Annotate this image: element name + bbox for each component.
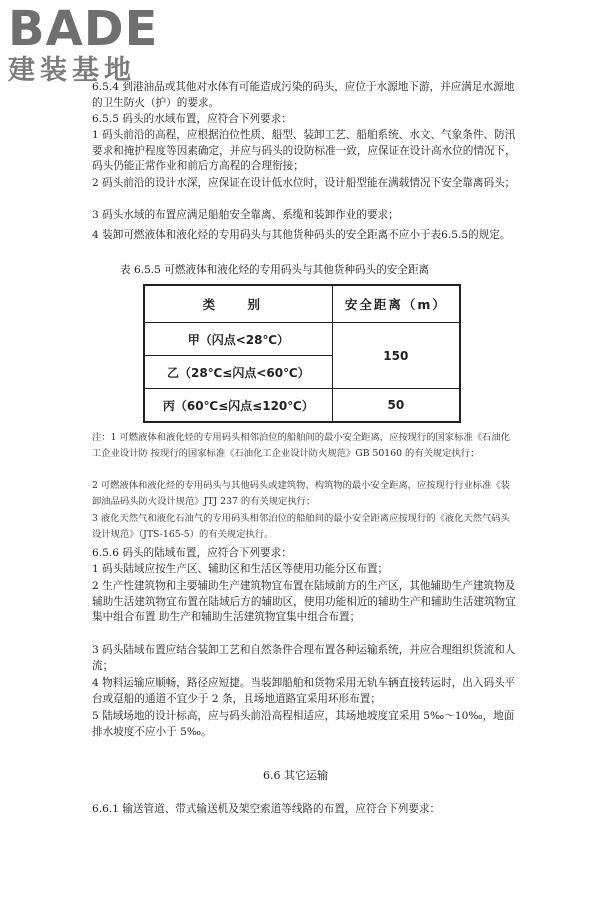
table-cell-category: 甲（闪点<28℃） (144, 323, 332, 356)
paragraph: 1 码头前沿的高程，应根据泊位性质、船型、装卸工艺、船舶系统、水文、气象条件、防汛要求和掩护程度等因素确定，并应与码头的设防标准一致，应保证在设计高水位的情况下，码头仍能正常作业和前后方高程的合理衔接； (92, 129, 516, 172)
logo (8, 1, 159, 86)
table-row (144, 389, 460, 423)
table-cell-category: 乙（28℃≤闪点<60℃） (144, 356, 332, 389)
paragraph: 4 物料运输应顺畅，路径应短捷。当装卸船舶和货物采用无轨车辆直接转运时，出入码头平台或趸船的通道不宜少于 2 条，且场地道路宜采用环形布置； (92, 677, 516, 705)
logo-subtitle: 建装基地 (8, 55, 136, 86)
table-row (144, 323, 460, 356)
paragraph: 6.6.1 输送管道、带式输送机及架空索道等线路的布置，应符合下列要求： (92, 803, 441, 815)
paragraph: 2 码头前沿的设计水深，应保证在设计低水位时，设计船型能在满载情况下安全靠离码头； (92, 177, 516, 189)
paragraph: 5 陆域场地的设计标高，应与码头前沿高程相适应，其场地坡度宜采用 5‰～10‰，地面排水坡度不应小于 5‰。 (92, 710, 515, 738)
paragraph: 3 码头陆域布置应结合装卸工艺和自然条件合理布置各种运输系统，并应合理组织货流和人流； (92, 644, 516, 672)
paragraph: 1 码头陆域应按生产区、辅助区和生活区等使用功能分区布置； (92, 563, 389, 575)
table-cell-distance: 150 (332, 323, 460, 389)
table-header-category: 类 别 (144, 285, 332, 323)
logo-brand: BADE (8, 1, 159, 57)
table-caption: 表 6.5.5 可燃液体和液化烃的专用码头与其他货种码头的安全距离 (120, 264, 430, 276)
section-heading: 6.5.6 码头的陆域布置，应符合下列要求： (92, 547, 292, 559)
section-heading: 6.5.5 码头的水域布置，应符合下列要求： (92, 113, 292, 125)
paragraph: 3 码头水域的布置应满足船舶安全靠离、系缆和装卸作业的要求； (92, 209, 399, 221)
paragraph: 6.5.4 到港油品或其他对水体有可能造成污染的码头，应位于水源地下游，并应满足水源地的卫生防火（护）的要求。 (92, 81, 515, 109)
section-title: 6.6 其它运输 (263, 769, 328, 782)
table-header-row (144, 285, 460, 323)
table-note: 3 液化天然气和液化石油气的专用码头相邻泊位的船舶间的最小安全距离应按现行的《液化天然气码头设计规范》（JTS-165-5）的有关规定执行。 (92, 513, 510, 540)
table-note: 2 可燃液体和液化烃的专用码头与其他码头或建筑物、构筑物的最小安全距离，应按现行行业标准《装卸油品码头防火设计规范》JTJ 237 的有关规定执行； (92, 480, 510, 507)
table-header-distance: 安全距离（m） (332, 285, 460, 323)
safety-distance-table (143, 284, 461, 423)
table-cell-distance: 50 (332, 389, 460, 423)
table-note: 注：1 可燃液体和液化烃的专用码头相邻泊位的船舶间的最小安全距离，应按现行的国家标准《石油化工企业设计防 按现行的国家标准《石油化工企业设计防火规范》GB 50160 的有关规定执行； (92, 432, 510, 459)
table-cell-category: 丙（60℃≤闪点≤120℃） (144, 389, 332, 423)
paragraph: 4 装卸可燃液体和液化烃的专用码头与其他货种码头的安全距离不应小于表6.5.5的规定。 (92, 229, 511, 241)
paragraph: 2 生产性建筑物和主要辅助生产建筑物宜布置在陆域前方的生产区，其他辅助生产建筑物及辅助生活建筑物宜布置在陆域后方的辅助区，使用功能相近的辅助生产和辅助生活建筑物宜集中组合布置 助生产和辅助生活建筑物宜集中组合布置； (92, 580, 516, 623)
